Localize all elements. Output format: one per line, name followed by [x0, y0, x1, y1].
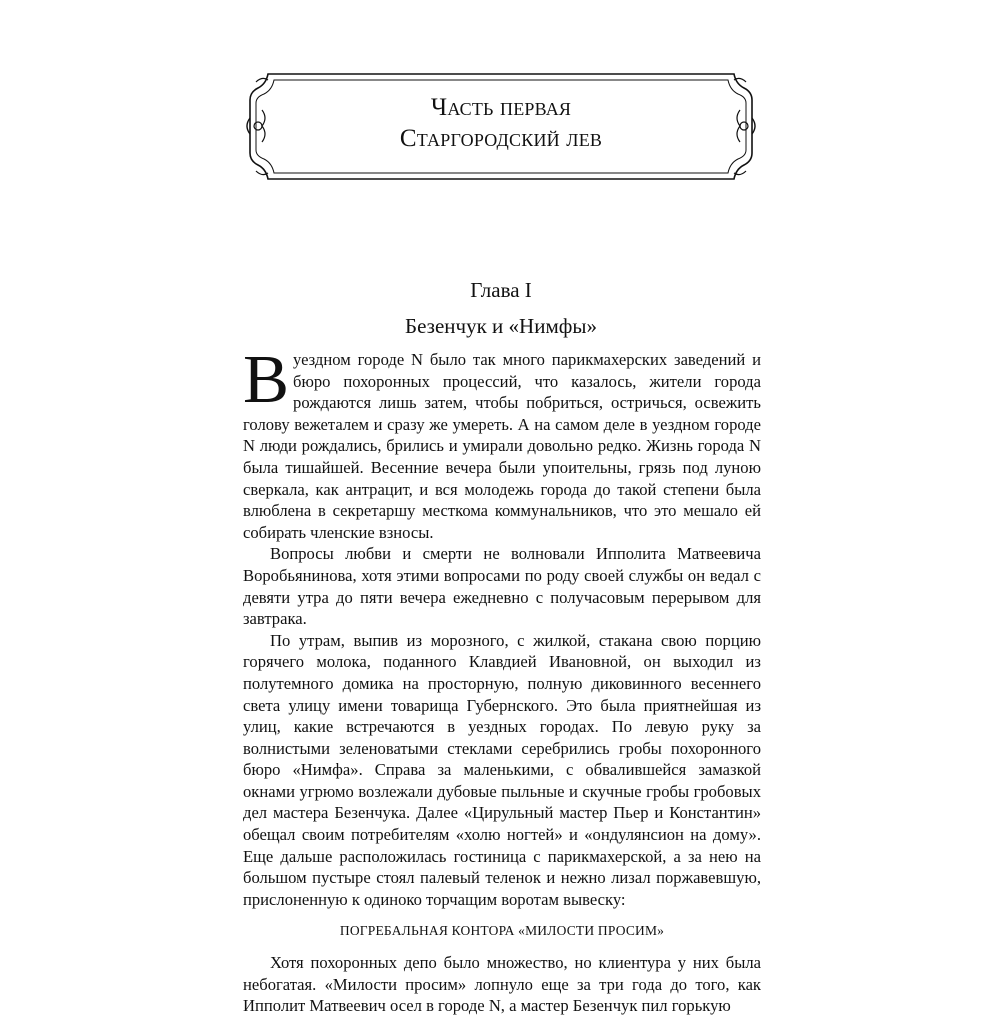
sign-text: ПОГРЕБАЛЬНАЯ КОНТОРА «МИЛОСТИ ПРОСИМ» [339, 923, 665, 939]
part-title-line2: Старгородский лев [399, 125, 603, 152]
part-title-line1: Часть первая [430, 94, 572, 121]
paragraph-3: По утрам, выпив из морозного, с жилкой, стакана свою порцию горячего молока, поданного Клавдией Ивановной, он выходил из полутемного домика на просторную, полную диковинного весеннего света улицу имени товарища Губернского. Это была приятнейшая из улиц, какие встречаются в уездных городах. По левую руку за волнистыми зеленоватыми стеклами серебрились гробы похоронного бюро «Нимфа». Справа за маленькими, с обвалившейся замазкой окнами угрюмо возлежали дубовые пыльные и скучные гробы гробовых дел мастера Безенчука. Далее «Цирульный мастер Пьер и Константин» обещал своим потребителям «холю ногтей» и «ондулянсион на дому». Еще дальше расположилась гостиница с парикмахерской, а за нею на большом пустыре стоял палевый теленок и нежно лизал поржавевшую, прислоненную к одиноко торчащим воротам вывеску: [243, 630, 761, 909]
chapter-number: Глава I [470, 278, 532, 302]
paragraph-1-text: уездном городе N было так много парикмахерских заведений и бюро похоронных процессий, что казалось, жители города рождаются лишь затем, чтобы побриться, остричься, освежить голову вежеталем и сразу же умереть. А на самом деле в уездном городе N люди рождались, брились и умирали довольно редко. Жизнь города N была тишайшей. Весенние вечера были упоительны, грязь под луною сверкала, как антрацит, и вся молодежь города до такой степени была влюблена в секретаршу месткома коммунальников, что это мешало ей собирать членские взносы. [243, 350, 761, 542]
paragraph-1 [243, 341, 761, 543]
chapter-title: Безенчук и «Нимфы» [405, 314, 597, 338]
drop-cap: В [243, 341, 290, 417]
part-title-frame [246, 70, 756, 183]
paragraph-4: Хотя похоронных депо было множество, но клиентура у них была небогатая. «Милости просим» лопнуло еще за три года до того, как Ипполит Матвеевич осел в городе N, а мастер Безенчук пил горькую [243, 953, 761, 1016]
part-title [246, 92, 756, 154]
paragraph-2: Вопросы любви и смерти не волновали Ипполита Матвеевича Воробьянинова, хотя этими вопросами по роду своей службы он ведал с девяти утра до пяти вечера ежедневно с получасовым перерывом для завтрака. [243, 544, 761, 629]
chapter-body [243, 341, 761, 1017]
